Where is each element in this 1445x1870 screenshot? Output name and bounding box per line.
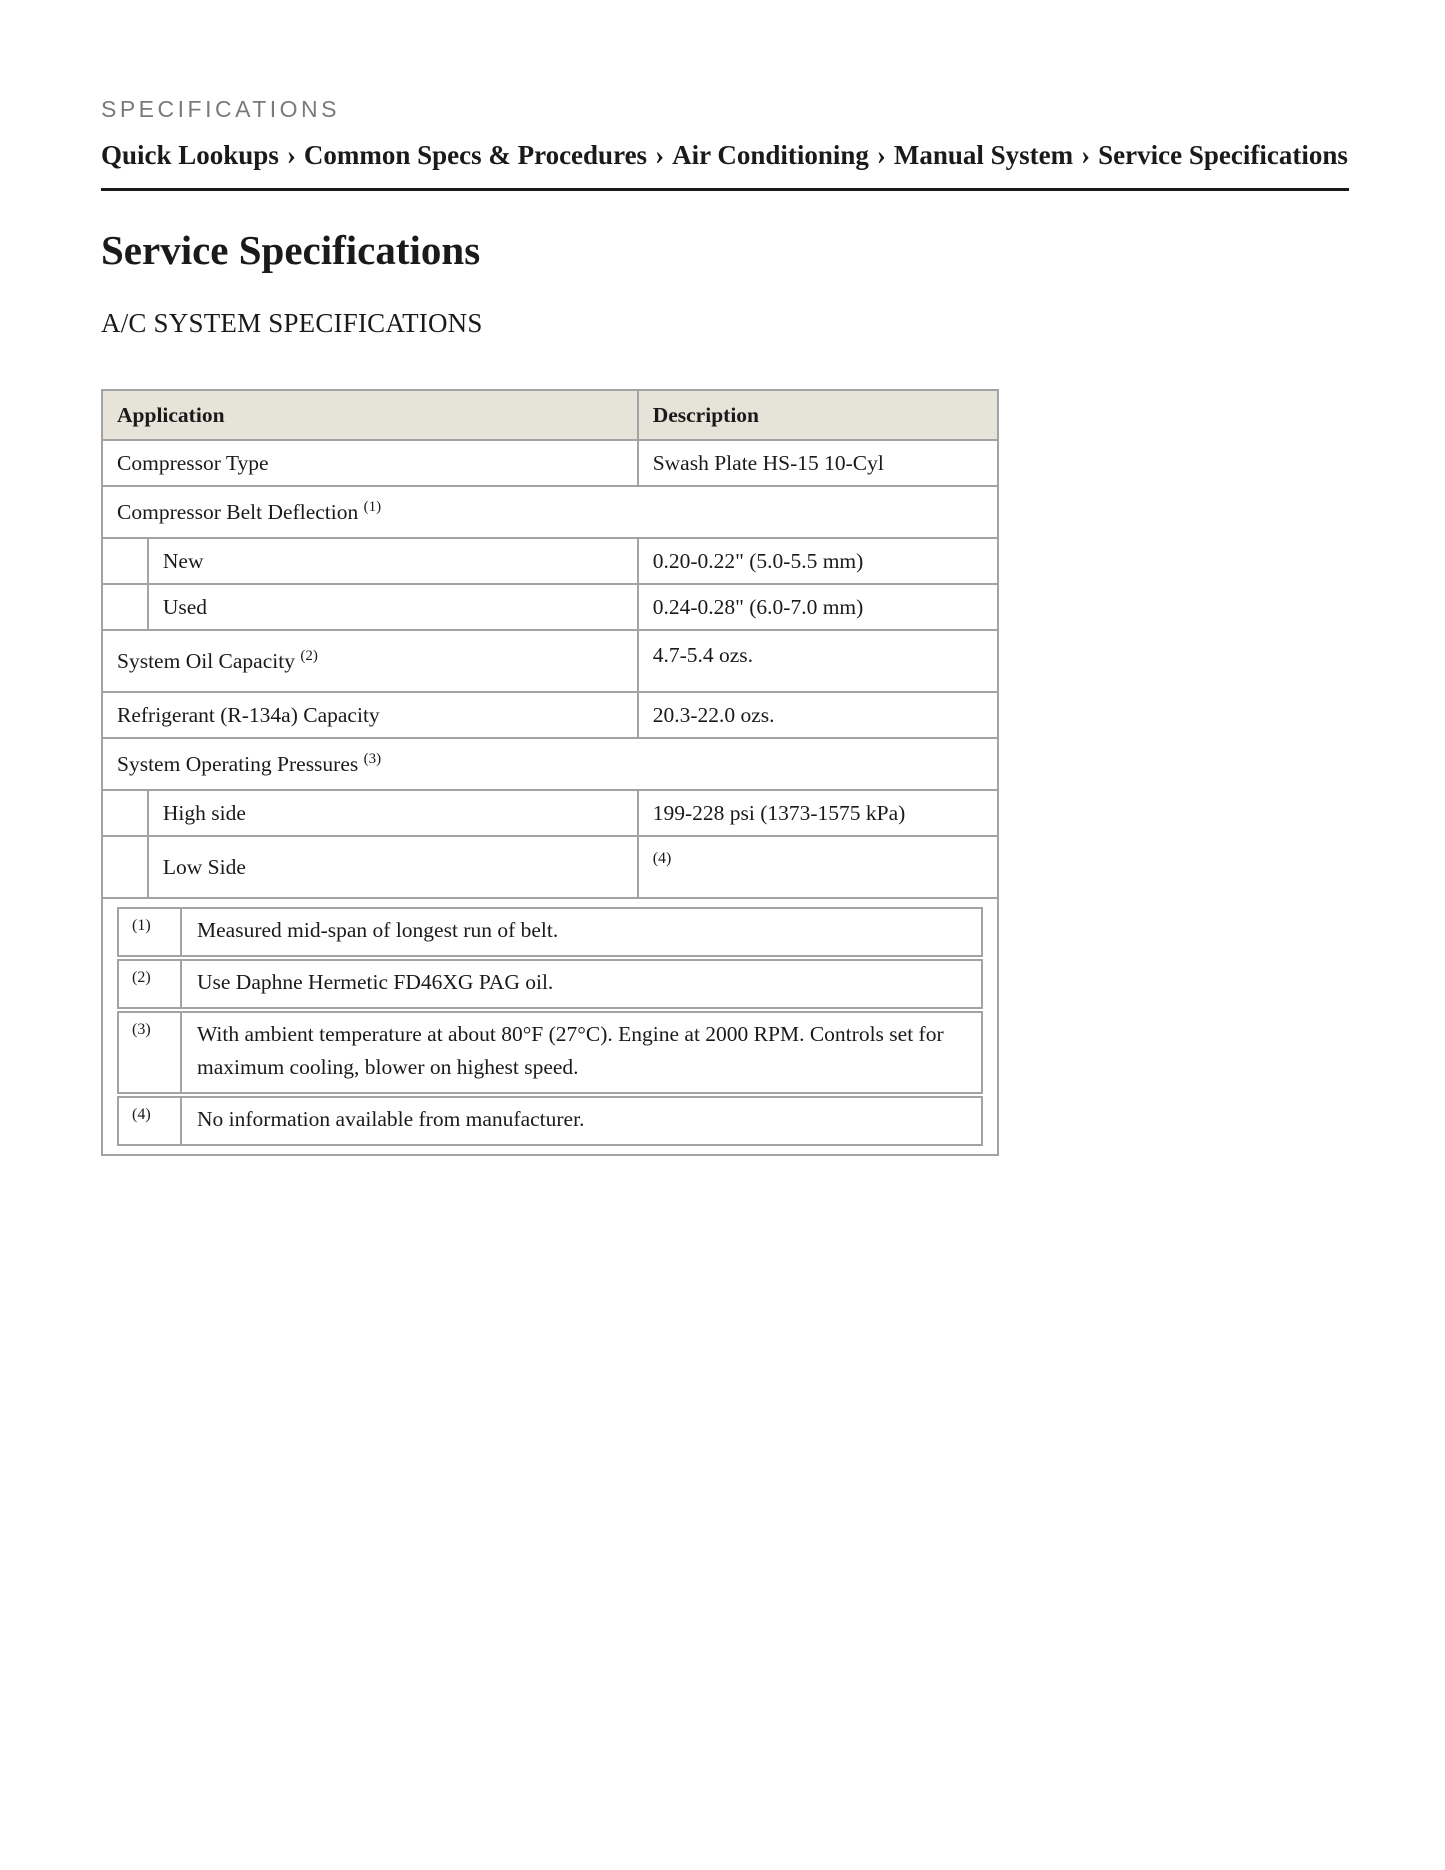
footnote-ref[interactable]: (4) xyxy=(652,850,672,867)
table-header-row xyxy=(102,390,998,440)
row-label: Refrigerant (R-134a) Capacity xyxy=(102,692,638,738)
row-value: 199-228 psi (1373-1575 kPa) xyxy=(638,790,998,836)
footnote-ref[interactable]: (2) xyxy=(300,648,318,664)
row-value xyxy=(638,836,998,898)
footnote-number: (2) xyxy=(118,960,181,1008)
indent-cell xyxy=(102,538,148,584)
page-title: Service Specifications xyxy=(101,227,481,273)
breadcrumb-item-quick-lookups[interactable]: Quick Lookups xyxy=(101,140,279,170)
footnotes-cell xyxy=(102,898,998,1155)
footnote xyxy=(117,907,983,957)
table-row xyxy=(102,486,998,538)
breadcrumb-separator: › xyxy=(1081,140,1091,170)
footnote xyxy=(117,1011,983,1094)
footnote-text: Use Daphne Hermetic FD46XG PAG oil. xyxy=(181,960,982,1008)
row-label: Low Side xyxy=(148,836,638,898)
indent-cell xyxy=(102,836,148,898)
footnote-ref[interactable]: (3) xyxy=(363,751,382,767)
table-row xyxy=(102,738,998,790)
breadcrumb-separator: › xyxy=(286,140,296,170)
row-label: High side xyxy=(148,790,638,836)
row-value: Swash Plate HS-15 10-Cyl xyxy=(638,440,998,486)
specifications-table xyxy=(101,389,999,1156)
footnote-number: (3) xyxy=(118,1012,181,1093)
footnote xyxy=(117,1096,983,1146)
footnote-text: No information available from manufacturer. xyxy=(181,1097,982,1145)
table-row xyxy=(102,538,998,584)
row-label: System Oil Capacity $^{(2)}$ xyxy=(102,630,638,692)
breadcrumb-item-air-conditioning[interactable]: Air Conditioning xyxy=(672,140,869,170)
header-divider xyxy=(101,188,1349,191)
breadcrumb-item-manual-system[interactable]: Manual System xyxy=(893,140,1074,170)
footnote-text: Measured mid-span of longest run of belt. xyxy=(181,908,982,956)
row-value: 0.20-0.22" (5.0-5.5 mm) xyxy=(638,538,998,584)
table-row xyxy=(102,790,998,836)
breadcrumb-item-service-specifications: Service Specifications xyxy=(1098,140,1348,170)
row-label: Compressor Belt Deflection $^{(1)}$ xyxy=(102,486,998,538)
footnote-text: With ambient temperature at about 80°F (27°C). Engine at 2000 RPM. Controls set for maximum cooling, blower on highest speed. xyxy=(181,1012,982,1093)
footnotes-row xyxy=(102,898,998,1155)
table-row xyxy=(102,630,998,692)
table-row xyxy=(102,440,998,486)
row-label: Used xyxy=(148,584,638,630)
breadcrumb xyxy=(101,138,1349,172)
section-label: SPECIFICATIONS xyxy=(101,96,340,122)
row-label: New xyxy=(148,538,638,584)
breadcrumb-item-common-specs[interactable]: Common Specs & Procedures xyxy=(303,140,648,170)
breadcrumb-separator: › xyxy=(655,140,665,170)
row-label: Compressor Type xyxy=(102,440,638,486)
table-row xyxy=(102,692,998,738)
row-value: 20.3-22.0 ozs. xyxy=(638,692,998,738)
table-row xyxy=(102,836,998,898)
table-row xyxy=(102,584,998,630)
column-header-application: Application xyxy=(102,390,638,440)
footnote-number: (1) xyxy=(118,908,181,956)
indent-cell xyxy=(102,584,148,630)
column-header-description: Description xyxy=(638,390,998,440)
row-value: 4.7-5.4 ozs. xyxy=(638,630,998,692)
section-subtitle: A/C SYSTEM SPECIFICATIONS xyxy=(101,308,483,338)
row-label: System Operating Pressures $^{(3)}$ xyxy=(102,738,998,790)
footnote xyxy=(117,959,983,1009)
breadcrumb-separator: › xyxy=(876,140,886,170)
row-value: 0.24-0.28" (6.0-7.0 mm) xyxy=(638,584,998,630)
indent-cell xyxy=(102,790,148,836)
footnote-number: (4) xyxy=(118,1097,181,1145)
footnote-ref[interactable]: (1) xyxy=(363,499,382,515)
